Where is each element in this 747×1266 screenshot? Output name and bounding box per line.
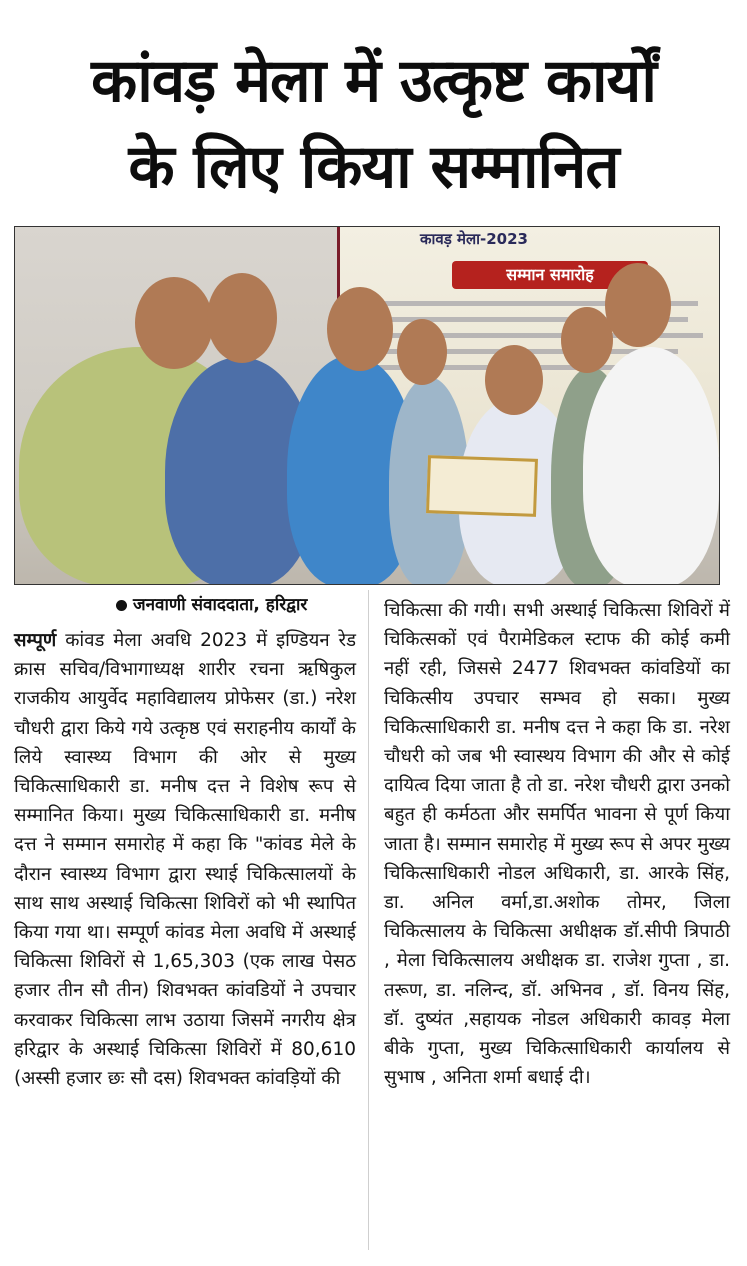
person-3-head	[327, 287, 393, 371]
person-4-head	[397, 319, 447, 385]
person-6-head	[561, 307, 613, 373]
article-column-left	[14, 626, 356, 1093]
headline-line-2: के लिए किया सम्मानित	[128, 132, 619, 202]
backdrop-title: कावड़ मेला-2023	[420, 230, 528, 248]
bullet-icon	[116, 600, 127, 611]
person-5-head	[485, 345, 543, 415]
person-7	[583, 347, 719, 585]
article-column-right	[384, 596, 730, 1092]
person-7-head	[605, 263, 671, 347]
person-2-head	[207, 273, 277, 363]
headline-line-1: कांवड़ मेला में उत्कृष्ट कार्यों	[91, 46, 656, 116]
right-column-text: चिकित्सा की गयी। सभी अस्थाई चिकित्सा शिविरों में चिकित्सकों एवं पैरामेडिकल स्टाफ की कोई कमी नहीं रही, जिससे 2477 शिवभक्त कांवडियों का चिकित्सीय उपचार सम्भव हो सका। मुख्य चिकित्साधिकारी डा. मनीष दत्त ने कहा कि डा. नरेश चौधरी को जब भी स्वास्थय विभाग की और से कोई दायित्व दिया जाता है तो डा. नरेश चौधरी द्वारा उनको बहुत ही कर्मठता और समर्पित भावना से पूर्ण किया जाता है। सम्मान समारोह में मुख्य रूप से अपर मुख्य चिकित्साधिकारी नोडल अधिकारी, डा. आरके सिंह, डा. अनिल वर्मा,डा.अशोक तोमर, जिला चिकित्सालय के चिकित्सा अधीक्षक डॉ.सीपी त्रिपाठी , मेला चिकित्सालय अधीक्षक डा. राजेश गुप्ता , डा. तरूण, डा. नलिन्द, डॉ. अभिनव , डॉ. विनय सिंह, डॉ. दुष्यंत ,सहायक नोडल अधिकारी कावड़ मेला बीके गुप्ता, मुख्य चिकित्साधिकारी कार्यालय से सुभाष , अनिता शर्मा बधाई दी।	[384, 600, 730, 1089]
person-1-head	[135, 277, 213, 369]
byline	[116, 592, 307, 615]
headline	[0, 38, 747, 210]
byline-text: जनवाणी संवाददाता, हरिद्वार	[133, 595, 308, 615]
column-divider	[368, 590, 369, 1250]
certificate	[426, 455, 538, 517]
news-photo	[14, 226, 720, 585]
ceremony-banner: सम्मान समारोह	[452, 261, 648, 289]
lead-word: सम्पूर्ण	[14, 630, 57, 651]
left-column-text: कांवड मेला अवधि 2023 में इण्डियन रेड क्रास सचिव/विभागाध्यक्ष शारीर रचना ऋषिकुल राजकीय आयुर्वेद महाविद्यालय प्रोफेसर (डा.) नरेश चौधरी द्वारा किये गये उत्कृष्ठ एवं सराहनीय कार्यों के लिये स्वास्थ्य विभाग की ओर से मुख्य चिकित्साधिकारी डा. मनीष दत्त ने विशेष रूप से सम्मानित किया। मुख्य चिकित्साधिकारी डा. मनीष दत्त ने सम्मान समारोह में कहा कि "कांवड मेले के दौरान स्वास्थ्य विभाग द्वारा स्थाई चिकित्सालयों के साथ साथ अस्थाई चिकित्सा शिविरों को भी स्थापित किया गया था। सम्पूर्ण कांवड मेला अवधि में अस्थाई चिकित्सा शिविरों से 1,65,303 (एक लाख पेसठ हजार तीन सौ तीन) शिवभक्त कांवडियों ने उपचार करवाकर चिकित्सा लाभ उठाया जिसमें नगरीय क्षेत्र हरिद्वार के अस्थाई चिकित्सा शिविरों में 80,610 (अस्सी हजार छः सौ दस) शिवभक्त कांवड़ियों की	[14, 630, 356, 1090]
